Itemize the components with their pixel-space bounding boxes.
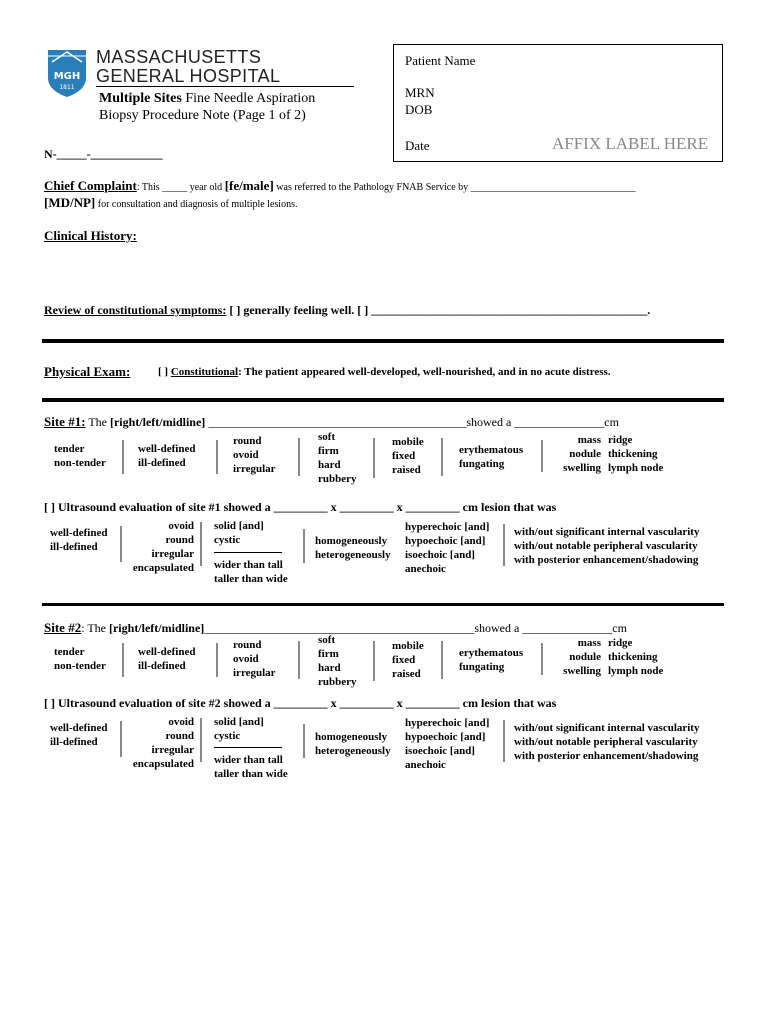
bracket [541,643,543,675]
site1-us-echo[interactable]: hyperechoic [and] hypoechoic [and] isoechoic [and] anechoic [405,521,490,575]
bracket [120,526,122,562]
bracket [298,641,300,679]
chief-complaint-line2: [MD/NP] for consultation and diagnosis of multiple lesions. [44,195,298,210]
site1-consistency[interactable]: soft firm hard rubbery [318,431,357,485]
site1-us-composition[interactable]: solid [and] cystic [214,520,264,546]
site1-surface[interactable]: erythematous fungating [459,444,524,470]
clinical-history-heading: Clinical History: [44,228,137,243]
svg-text:1811: 1811 [59,84,75,91]
site2-consistency[interactable]: soft firm hard rubbery [318,634,357,688]
site1-shape[interactable]: round ovoid irregular [233,435,276,475]
site1-us-vascularity[interactable]: with/out significant internal vascularity with/out notable peripheral vascularity with posterior enhancement/shadowing [514,526,700,566]
site2-mobility[interactable]: mobile fixed raised [392,640,424,680]
form-title: Multiple Sites Fine Needle Aspiration [99,91,316,106]
bracket [200,718,202,762]
bracket [503,524,505,566]
site1-type-left[interactable]: mass nodule swelling [563,434,601,474]
bracket [303,529,305,563]
section-divider [42,603,724,606]
site2-us-echo[interactable]: hyperechoic [and] hypoechoic [and] isoechoic [and] anechoic [405,717,490,771]
site2-us-orientation[interactable]: wider than tall taller than wide [214,754,288,780]
mgh-logo [46,48,88,98]
site2-ultrasound-line: [ ] Ultrasound evaluation of site #2 showed a _________ x _________ x _________ cm lesion that was [44,696,557,710]
date-label: Date [405,138,430,153]
bracket [216,643,218,677]
n-number-field[interactable]: N-_____-____________ [44,147,163,161]
site2-us-composition[interactable]: solid [and] cystic [214,716,264,742]
bracket [373,641,375,681]
site2-us-texture[interactable]: homogeneously heterogeneously [315,731,391,757]
site1-us-orientation[interactable]: wider than tall taller than wide [214,559,288,585]
rule [214,552,282,553]
bracket [200,522,202,566]
chief-complaint-heading: Chief Complaint [44,178,137,193]
site1-line: Site #1: The [right/left/midline] ___________________________________________showed a _______________cm [44,414,619,429]
hospital-name-line1: MASSACHUSETTS [96,47,262,67]
review-of-symptoms-line: Review of constitutional symptoms: [ ] generally feeling well. [ ] ______________________________________________. [44,303,651,317]
site2-type-right[interactable]: ridge thickening lymph node [608,637,664,677]
site1-type-right[interactable]: ridge thickening lymph node [608,434,664,474]
site1-mobility[interactable]: mobile fixed raised [392,436,424,476]
bracket [503,720,505,762]
site1-us-margin[interactable]: well-defined ill-defined [50,527,108,553]
bracket [373,438,375,478]
site2-line: Site #2: The [right/left/midline]_____________________________________________showed a _______________cm [44,620,627,635]
form-title-line2: Biopsy Procedure Note (Page 1 of 2) [99,108,306,123]
bracket [303,724,305,758]
site2-definition[interactable]: well-defined ill-defined [138,646,196,672]
bracket [216,440,218,474]
bracket [441,438,443,476]
mrn-label: MRN [405,85,435,100]
site2-us-margin[interactable]: well-defined ill-defined [50,722,108,748]
rule [214,747,282,748]
bracket [298,438,300,476]
constitutional-line: [ ] Constitutional: The patient appeared well-developed, well-nourished, and in no acute distress. [158,366,611,378]
dob-label: DOB [405,102,433,117]
affix-label-text: AFFIX LABEL HERE [552,134,709,153]
bracket [122,643,124,677]
physical-exam-heading: Physical Exam: [44,364,131,379]
site2-us-shape[interactable]: ovoid round irregular encapsulated [132,716,194,770]
site2-surface[interactable]: erythematous fungating [459,647,524,673]
section-divider [42,339,724,343]
bracket [122,440,124,474]
chief-complaint-line: Chief Complaint: This _____ year old [fe/male] was referred to the Pathology FNAB Service by _________________________________ [44,178,636,193]
site2-tenderness[interactable]: tender non-tender [54,646,106,672]
site1-us-shape[interactable]: ovoid round irregular encapsulated [132,520,194,574]
header-rule [96,86,354,87]
hospital-name-line2: GENERAL HOSPITAL [96,66,281,86]
bracket [541,440,543,472]
site2-type-left[interactable]: mass nodule swelling [563,637,601,677]
patient-name-label: Patient Name [405,53,476,68]
site1-definition[interactable]: well-defined ill-defined [138,443,196,469]
site2-shape[interactable]: round ovoid irregular [233,639,276,679]
bracket [441,641,443,679]
bracket [120,721,122,757]
site1-tenderness[interactable]: tender non-tender [54,443,106,469]
svg-text:MGH: MGH [53,71,81,82]
site2-us-vascularity[interactable]: with/out significant internal vascularity with/out notable peripheral vascularity with posterior enhancement/shadowing [514,722,700,762]
site1-ultrasound-line: [ ] Ultrasound evaluation of site #1 showed a _________ x _________ x _________ cm lesion that was [44,500,557,514]
site1-us-texture[interactable]: homogeneously heterogeneously [315,535,391,561]
section-divider [42,398,724,402]
